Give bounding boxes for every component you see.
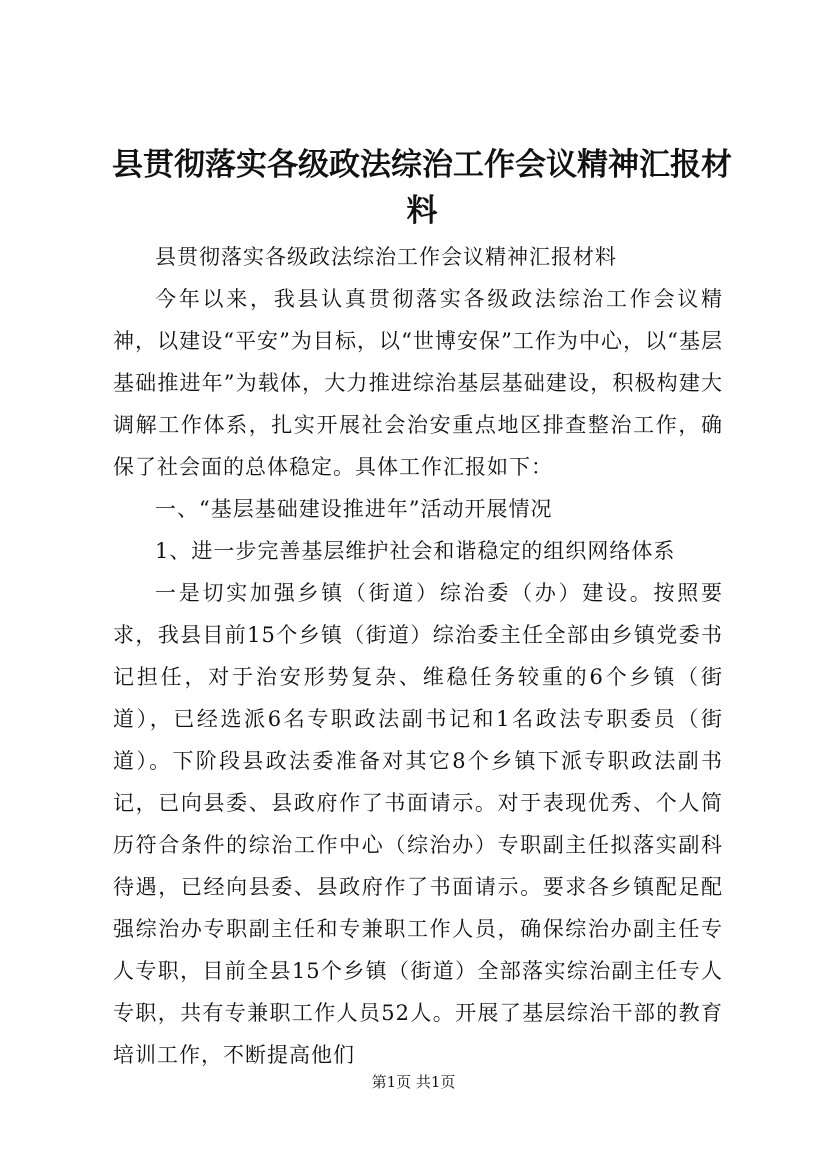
- document-title: 县贯彻落实各级政法综治工作会议精神汇报材料: [112, 147, 732, 229]
- paragraph-body: 一是切实加强乡镇（街道）综治委（办）建设。按照要求，我县目前15个乡镇（街道）综治委主任全部由乡镇党委书记担任，对于治安形势复杂、维稳任务较重的6个乡镇（街道），已经选派6名专职政法副书记和1名政法专职委员（街道）。下阶段县政法委准备对其它8个乡镇下派专职政法副书记，已向县委、县政府作了书面请示。对于表现优秀、个人简历符合条件的综治工作中心（综治办）专职副主任拟落实副科待遇，已经向县委、县政府作了书面请示。要求各乡镇配足配强综治办专职副主任和专兼职工作人员，确保综治办副主任专人专职，目前全县15个乡镇（街道）全部落实综治副主任专人专职，共有专兼职工作人员52人。开展了基层综治干部的教育培训工作，不断提高他们: [113, 581, 723, 1067]
- paragraph-intro: 今年以来，我县认真贯彻落实各级政法综治工作会议精神，以建设“平安”为目标，以“世博安保”工作为中心，以“基层基础推进年”为载体，大力推进综治基层基础建设，积极构建大调解工作体系，扎实开展社会治安重点地区排查整治工作，确保了社会面的总体稳定。具体工作汇报如下：: [113, 287, 723, 479]
- paragraph-subtitle: 县贯彻落实各级政法综治工作会议精神汇报材料: [155, 245, 617, 269]
- section-heading: 一、“基层基础建设推进年”活动开展情况: [155, 497, 553, 521]
- page-footer: 第1页 共1页: [371, 1073, 456, 1091]
- subsection-heading: 1、进一步完善基层维护社会和谐稳定的组织网络体系: [155, 539, 676, 563]
- document-body: [113, 236, 723, 1076]
